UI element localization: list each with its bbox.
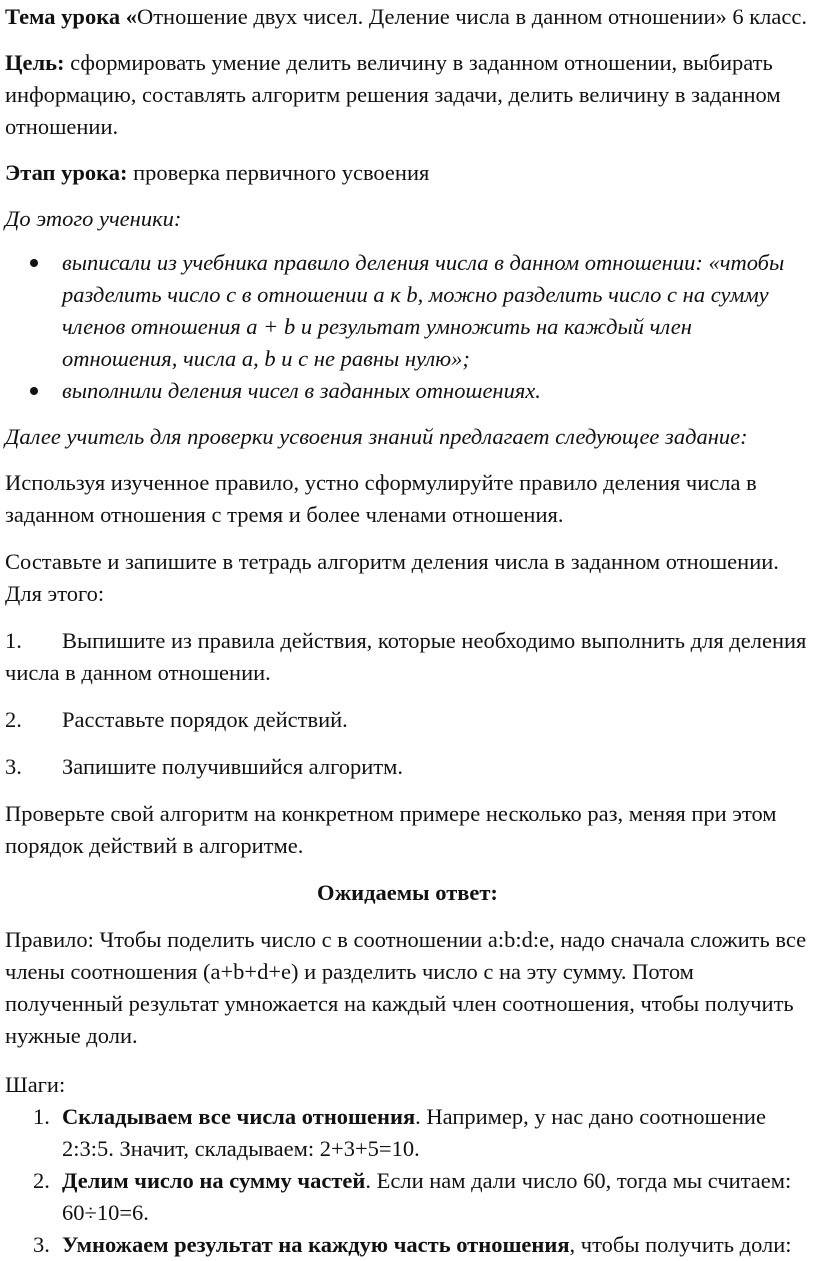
lesson-stage xyxy=(5,157,810,189)
teacher-intro xyxy=(5,421,810,453)
step-number: 3. xyxy=(33,1232,50,1257)
item-text: Расставьте порядок действий. xyxy=(62,707,348,732)
topic-text: Отношение двух чисел. Деление числа в данном отношении» 6 класс. xyxy=(136,4,807,29)
bullet-text: выписали из учебника правило деления числа в данном отношении: «чтобы разделить число с в отношении а к b, можно разделить число с на сумму членов отношения а + b и результат умножить на каждый член отношения, числа а, b и с не равны нулю»; xyxy=(62,250,785,371)
steps-label: Шаги: xyxy=(5,1072,66,1097)
topic-label: Тема урока « xyxy=(5,4,137,29)
numbered-item xyxy=(5,625,810,689)
answer-heading: Ожидаемы ответ: xyxy=(317,880,498,905)
task-2: Составьте и запишите в тетрадь алгоритм деления числа в заданном отношении. Для этого: xyxy=(5,549,779,606)
step-text: , чтобы получить доли: xyxy=(569,1232,792,1257)
before-intro-text: До этого ученики: xyxy=(5,206,182,231)
bullet-icon xyxy=(30,387,38,395)
stage-text: проверка первичного усвоения xyxy=(127,160,430,185)
item-text: Выпишите из правила действия, которые необходимо выполнить для деления числа в данном отношении. xyxy=(5,628,807,685)
bullet-text: выполнили деления чисел в заданных отношениях. xyxy=(62,378,541,403)
item-number: 3. xyxy=(5,754,22,779)
lesson-goal xyxy=(5,47,810,143)
numbered-item xyxy=(5,704,810,736)
item-text: Запишите получившийся алгоритм. xyxy=(62,754,403,779)
numbered-item xyxy=(5,751,810,783)
list-item xyxy=(5,375,810,407)
list-item xyxy=(5,1165,810,1229)
step-bold: Складываем все числа отношения xyxy=(62,1104,416,1129)
bullet-list xyxy=(5,247,810,407)
list-item xyxy=(5,1229,810,1261)
list-item xyxy=(5,1101,810,1165)
stage-label: Этап урока: xyxy=(5,160,128,185)
lesson-topic xyxy=(5,1,810,33)
item-number: 2. xyxy=(5,707,22,732)
bullet-icon xyxy=(30,259,38,267)
step-text: . Например, у нас дано соотношение 2:3:5. Значит, складываем: 2+3+5=10. xyxy=(62,1104,766,1161)
step-number: 2. xyxy=(33,1168,50,1193)
step-text: . Если нам дали число 60, тогда мы считаем: 60÷10=6. xyxy=(62,1168,792,1225)
check-text: Проверьте свой алгоритм на конкретном примере несколько раз, меняя при этом порядок действий в алгоритме. xyxy=(5,801,777,858)
step-bold: Умножаем результат на каждую часть отношения xyxy=(62,1232,570,1257)
before-intro xyxy=(5,203,810,235)
goal-label: Цель: xyxy=(5,50,65,75)
task-1: Используя изученное правило, устно сформулируйте правило деления числа в заданном отношения с тремя и более членами отношения. xyxy=(5,470,757,527)
step-bold: Делим число на сумму частей xyxy=(62,1168,366,1193)
teacher-intro-text: Далее учитель для проверки усвоения знаний предлагает следующее задание: xyxy=(5,424,748,449)
list-item xyxy=(5,247,810,375)
item-number: 1. xyxy=(5,628,22,653)
steps-list xyxy=(5,1101,810,1261)
rule-text: Правило: Чтобы поделить число c в соотношении a:b:d:e, надо сначала сложить все члены соотношения (a+b+d+e) и разделить число c на эту сумму. Потом полученный результат умножается на каждый член соотношения, чтобы получить нужные доли. xyxy=(5,927,807,1048)
step-number: 1. xyxy=(33,1104,50,1129)
goal-text: сформировать умение делить величину в заданном отношении, выбирать информацию, составлять алгоритм решения задачи, делить величину в заданном отношении. xyxy=(5,50,781,139)
